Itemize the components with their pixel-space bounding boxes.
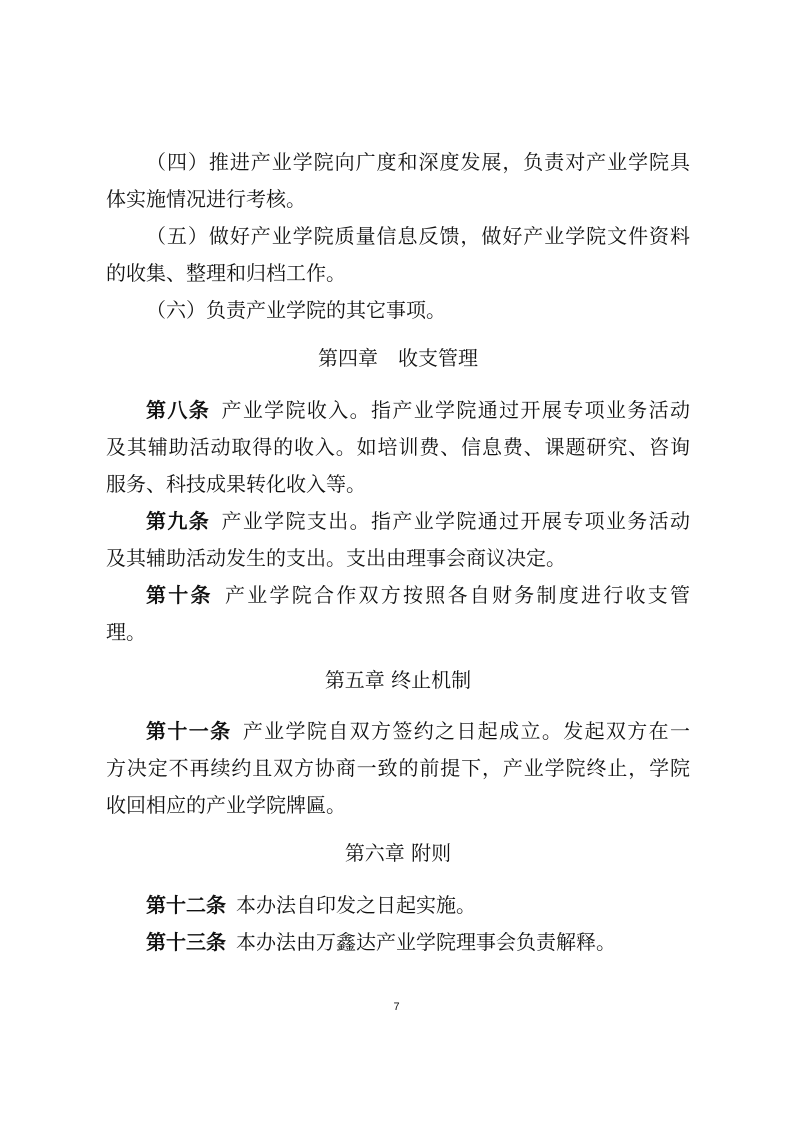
article-10-label: 第十条	[146, 583, 213, 607]
paragraph-5-line-1: （五）做好产业学院质量信息反馈，做好产业学院文件资料	[146, 224, 690, 248]
article-9-label: 第九条	[146, 509, 211, 533]
article-10-line-2: 理。	[106, 620, 146, 644]
article-8-line-3: 服务、科技成果转化收入等。	[106, 472, 366, 496]
page-number: 7	[393, 1001, 400, 1013]
paragraph-6-line-1: （六）负责产业学院的其它事项。	[146, 298, 446, 322]
article-12-text-1: 本办法自印发之日起实施。	[236, 893, 476, 917]
article-9-line-1	[106, 507, 690, 535]
article-10-line-1	[106, 581, 690, 609]
article-11-label: 第十一条	[146, 719, 232, 743]
article-8-line-2: 及其辅助活动取得的收入。如培训费、信息费、课题研究、咨询	[106, 435, 690, 459]
article-10-text-1: 产业学院合作双方按照各自财务制度进行收支管	[222, 583, 690, 607]
chapter-4-heading: 第四章 收支管理	[318, 346, 478, 370]
article-12-line-1	[106, 891, 690, 919]
article-12-label: 第十二条	[146, 893, 226, 917]
article-8-text-1: 产业学院收入。指产业学院通过开展专项业务活动	[220, 398, 691, 422]
article-13-line-1	[106, 928, 690, 956]
article-9-text-1: 产业学院支出。指产业学院通过开展专项业务活动	[220, 509, 691, 533]
article-13-label: 第十三条	[146, 930, 226, 954]
article-11-text-1: 产业学院自双方签约之日起成立。发起双方在一	[241, 719, 691, 743]
paragraph-4-line-2: 体实施情况进行考核。	[106, 187, 306, 211]
article-8-label: 第八条	[146, 398, 211, 422]
chapter-5-heading: 第五章 终止机制	[324, 668, 472, 692]
article-11-line-2: 方决定不再续约且双方协商一致的前提下，产业学院终止，学院	[106, 756, 690, 780]
chapter-6-heading: 第六章 附则	[344, 841, 452, 865]
article-11-line-1	[106, 717, 690, 745]
article-13-text-1: 本办法由万鑫达产业学院理事会负责解释。	[236, 930, 616, 954]
paragraph-4-line-1: （四）推进产业学院向广度和深度发展，负责对产业学院具	[146, 150, 690, 174]
article-11-line-3: 收回相应的产业学院牌匾。	[106, 793, 346, 817]
paragraph-5-line-2: 的收集、整理和归档工作。	[106, 261, 346, 285]
article-9-line-2: 及其辅助活动发生的支出。支出由理事会商议决定。	[106, 546, 566, 570]
article-8-line-1	[106, 396, 690, 424]
